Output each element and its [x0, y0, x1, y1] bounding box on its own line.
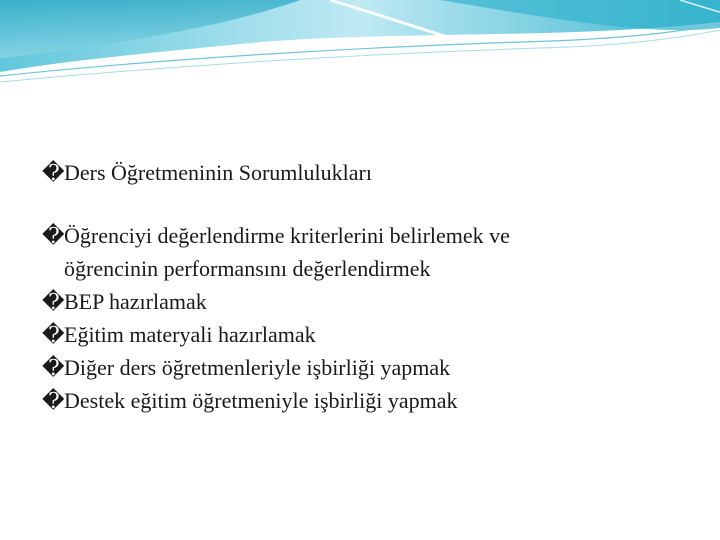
list-item — [42, 219, 702, 252]
header-wave-decoration — [0, 0, 720, 90]
bullet-glyph: � — [42, 388, 65, 413]
list-item — [42, 351, 702, 384]
slide-content — [42, 156, 702, 417]
bullet-glyph: � — [42, 289, 65, 314]
list-item-text: Eğitim materyali hazırlamak — [64, 322, 316, 347]
list-item-text: Destek eğitim öğretmeniyle işbirliği yapmak — [64, 388, 458, 413]
bullet-glyph: � — [42, 355, 65, 380]
bullet-glyph: � — [42, 160, 65, 185]
list-item — [42, 384, 702, 417]
list-item — [42, 285, 702, 318]
slide-heading — [42, 156, 702, 189]
list-item-text: Öğrenciyi değerlendirme kriterlerini belirlemek ve — [64, 223, 510, 248]
list-item — [42, 318, 702, 351]
list-item-text: öğrencinin performansını değerlendirmek — [64, 256, 431, 281]
bullet-glyph: � — [42, 223, 65, 248]
heading-text: Ders Öğretmeninin Sorumlulukları — [64, 160, 372, 185]
bullet-glyph: � — [42, 322, 65, 347]
list-item-text: Diğer ders öğretmenleriyle işbirliği yapmak — [64, 355, 451, 380]
list-item-text: BEP hazırlamak — [64, 289, 207, 314]
list-item-continuation — [42, 252, 702, 285]
